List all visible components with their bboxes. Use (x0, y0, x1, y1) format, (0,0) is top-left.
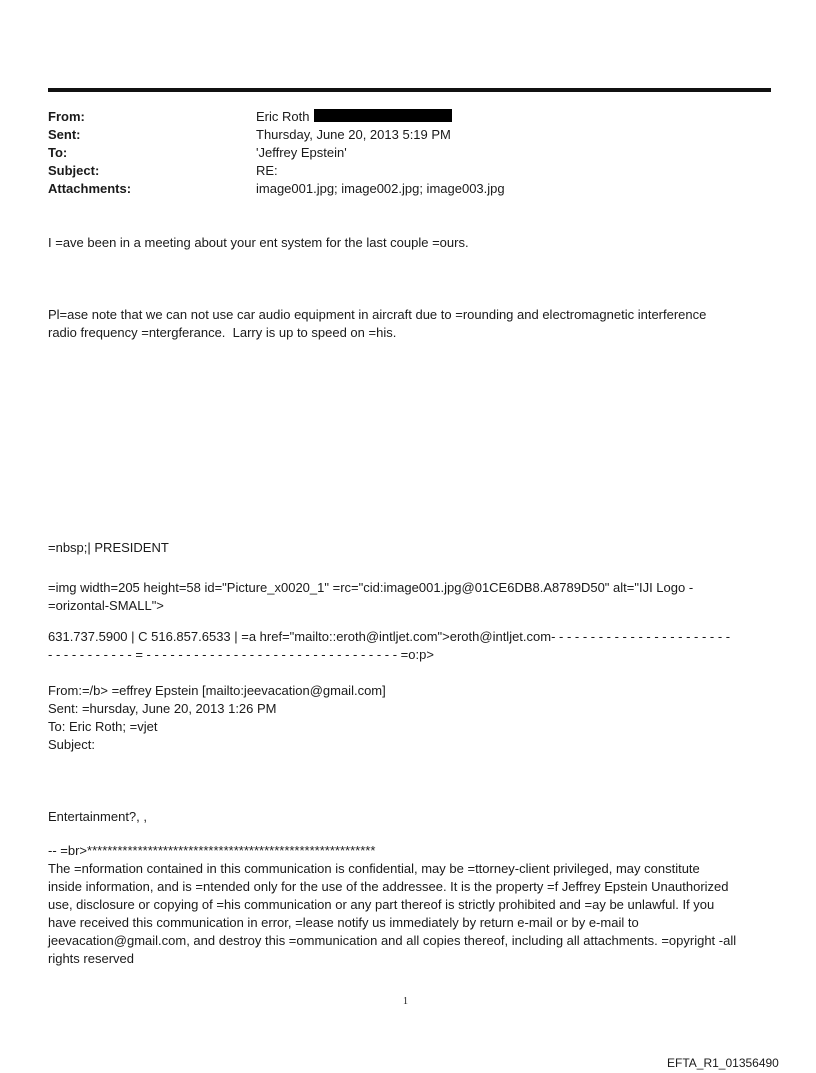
from-value (256, 108, 452, 126)
subject-label: Subject: (48, 163, 100, 178)
signature-contact: 631.737.5900 | C 516.857.6533 | =a href="mailto::eroth@intljet.com">eroth@intljet.com- - - - - - - - - - - - - - - - - - - - - - - - - - - - - - - - - - = - - - - - - - - - - - - - - - - - - - - - - - - - - - - - - - - =o:p> (48, 629, 731, 662)
from-name: Eric Roth (256, 109, 310, 124)
sent-value: Thursday, June 20, 2013 5:19 PM (256, 127, 451, 142)
sent-label: Sent: (48, 127, 81, 142)
page-number: 1 (403, 996, 408, 1007)
attachments-value: image001.jpg; image002.jpg; image003.jpg (256, 181, 505, 196)
subject-value: RE: (256, 163, 278, 178)
email-header (48, 108, 505, 198)
redaction-box (314, 109, 452, 122)
to-value: 'Jeffrey Epstein' (256, 145, 347, 160)
body-paragraph-1: I =ave been in a meeting about your ent system for the last couple =ours. (48, 235, 469, 250)
from-label: From: (48, 109, 85, 124)
quoted-header: From:=/b> =effrey Epstein [mailto:jeevacation@gmail.com] Sent: =hursday, June 20, 2013 1:26 PM To: Eric Roth; =vjet Subject: (48, 683, 386, 752)
document-id: EFTA_R1_01356490 (667, 1056, 779, 1070)
subject-row (48, 162, 505, 180)
to-label: To: (48, 145, 68, 160)
attachments-label: Attachments: (48, 181, 132, 196)
body-paragraph-2: Pl=ase note that we can not use car audio equipment in aircraft due to =rounding and electromagnetic interference radio frequency =ntergferance. Larry is up to speed on =his. (48, 307, 707, 340)
sent-row (48, 126, 505, 144)
confidentiality-notice: -- =br>********************************************************* The =nformation contained in this communication is confidential, may be =ttorney-client privileged, may constitute inside information, and is =ntended only for the use of the addressee. It is the property =f Jeffrey Epstein Unauthorized use, disclosure or copying of =his communication or any part thereof is strictly prohibited and =ay be unlawful. If you have received this communication in error, =lease notify us immediately by return e-mail or by e-mail to jeevacation@gmail.com, and destroy this =ommunication and all copies thereof, including all attachments. =opyright -all rights reserved (48, 843, 737, 966)
signature-image-markup: =img width=205 height=58 id="Picture_x0020_1" =rc="cid:image001.jpg@01CE6DB8.A8789D50" alt="IJI Logo - =orizontal-SMALL"> (48, 580, 694, 613)
signature-title: =nbsp;| PRESIDENT (48, 540, 169, 555)
attachments-row (48, 180, 505, 198)
to-row (48, 144, 505, 162)
quoted-subject-line: Entertainment?, , (48, 809, 147, 824)
header-rule (48, 88, 771, 92)
from-row (48, 108, 505, 126)
